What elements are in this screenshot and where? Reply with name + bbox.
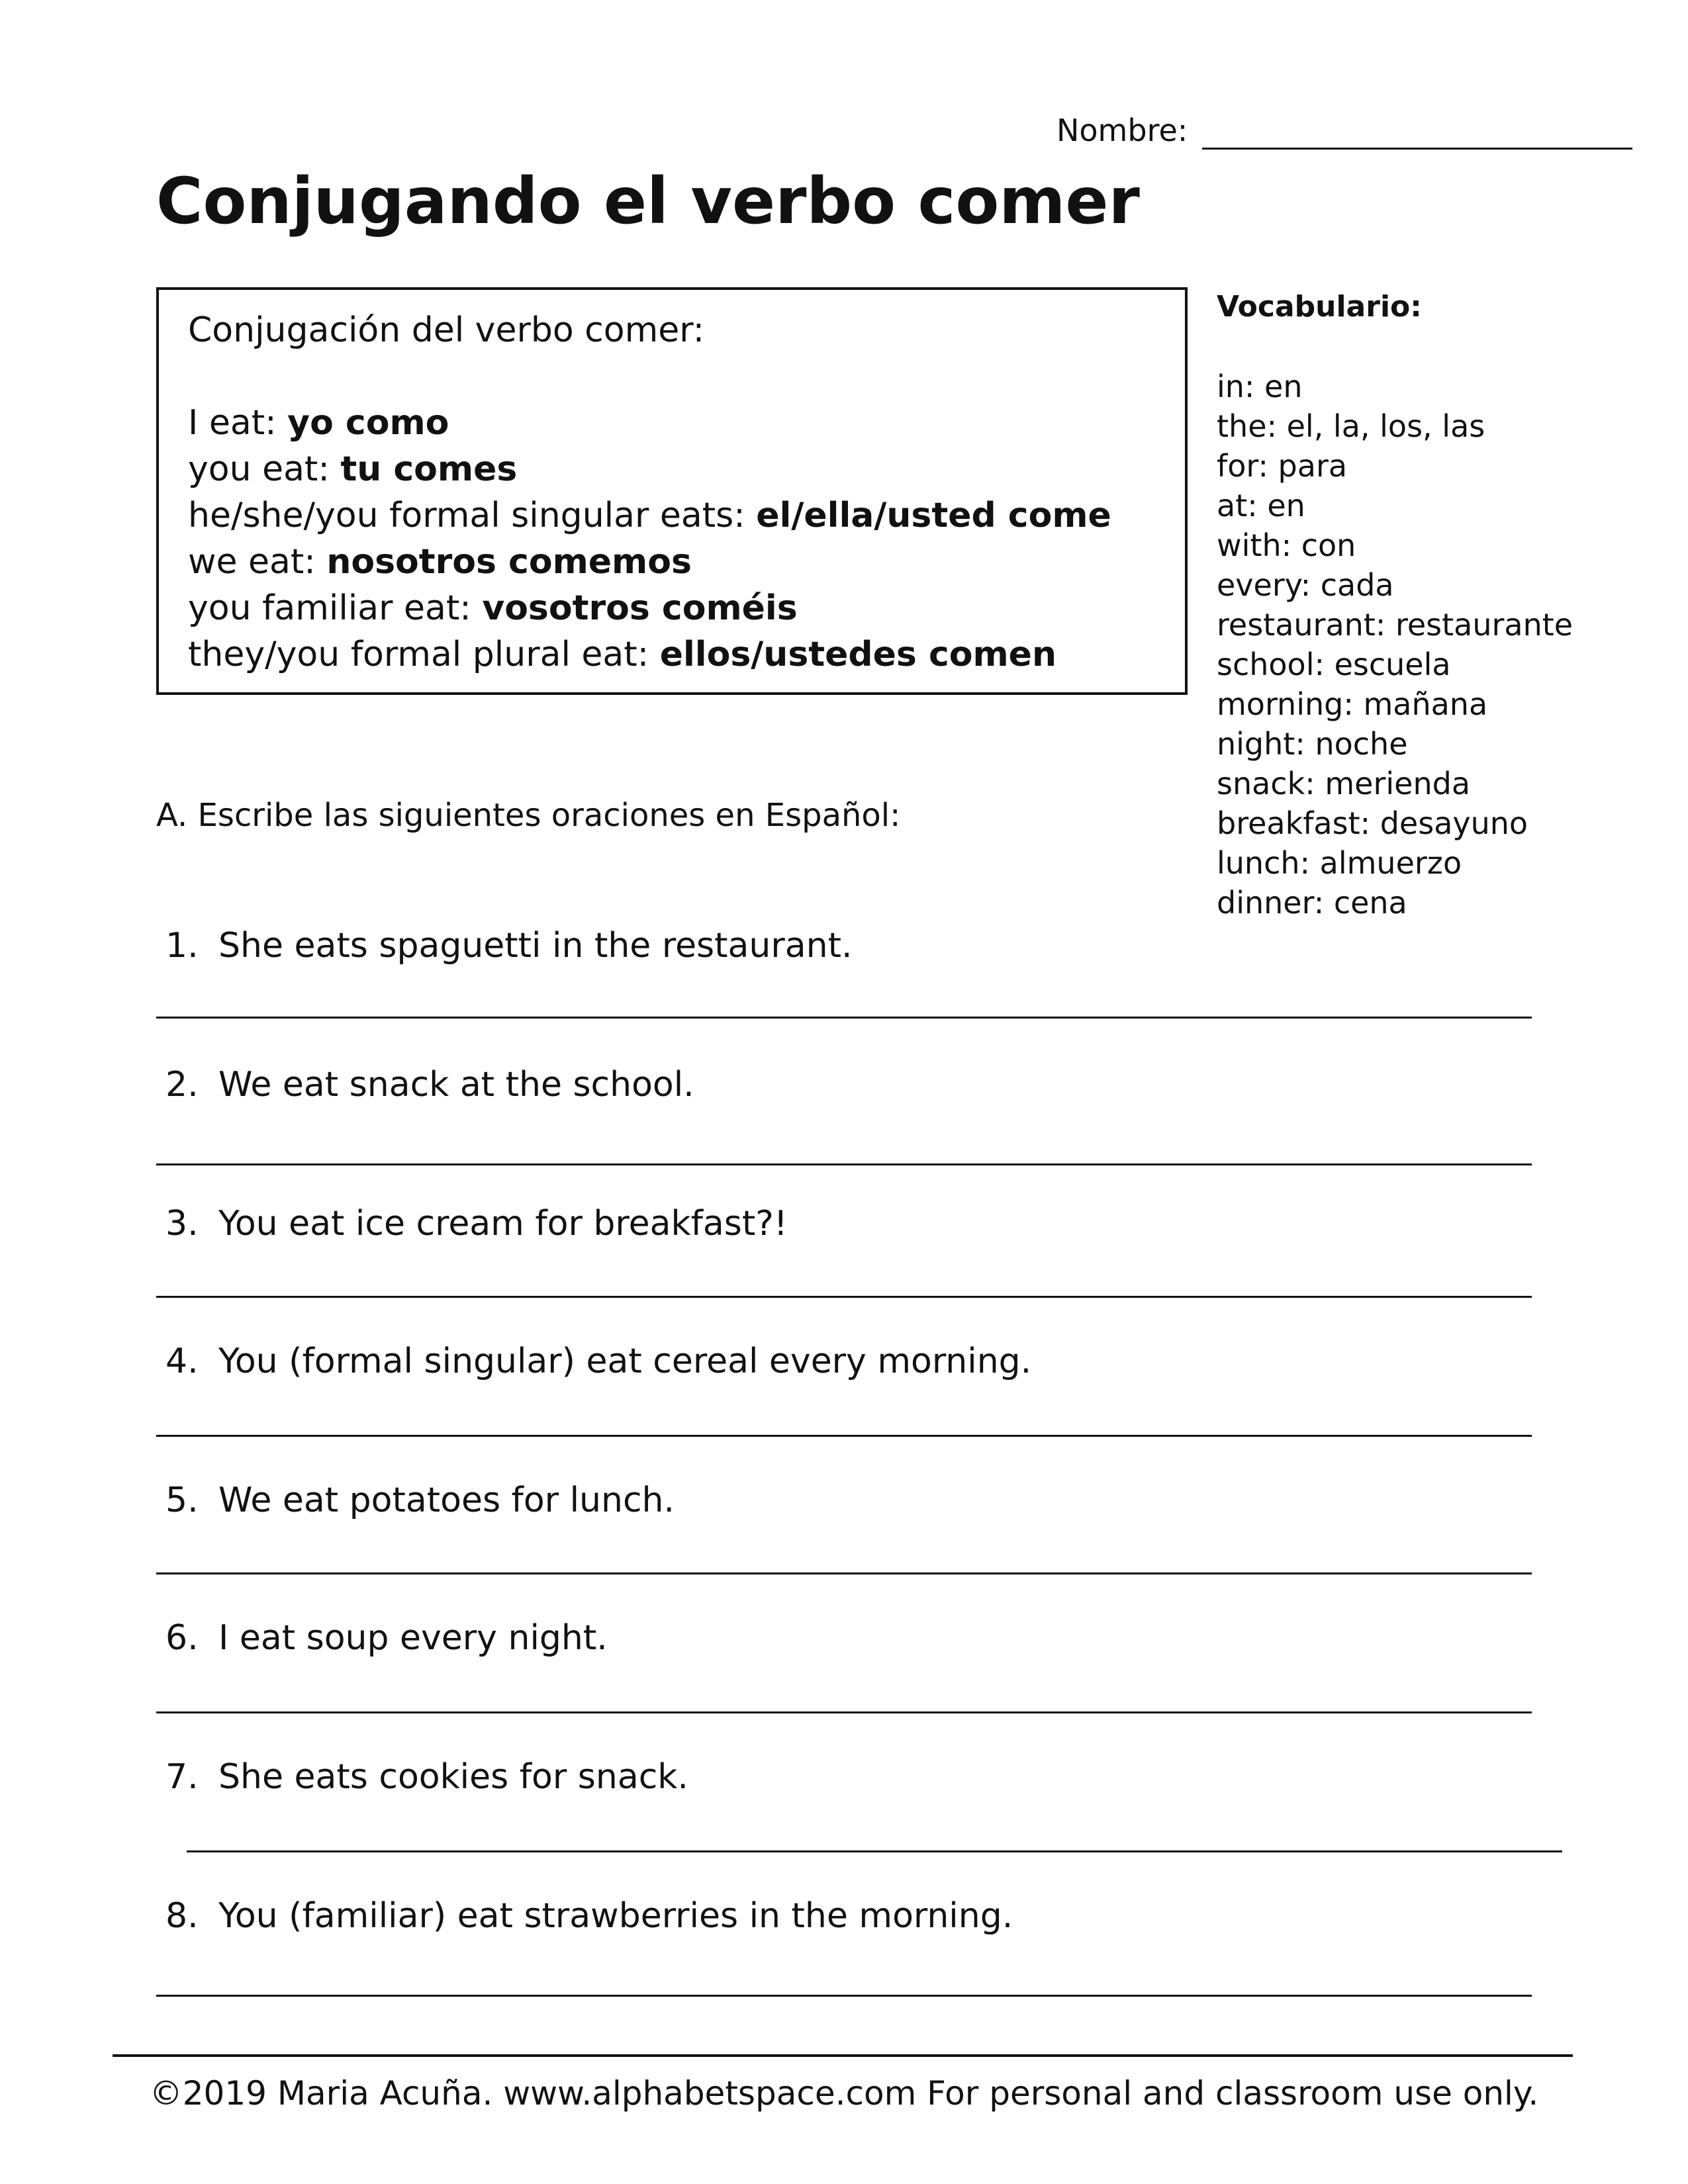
vocabulary-item: at: en (1217, 488, 1305, 523)
vocabulary-item: morning: mañana (1217, 686, 1488, 722)
conjugation-english: you familiar eat: (188, 588, 483, 628)
conjugation-spanish: yo como (287, 403, 449, 443)
vocabulary-item: with: con (1217, 527, 1356, 563)
name-field (1056, 105, 1632, 146)
conjugation-english: you eat: (188, 449, 341, 489)
conjugation-row-vosotros (188, 585, 1158, 631)
exercise-number: 5. (165, 1480, 199, 1520)
vocabulary-item: night: noche (1217, 726, 1408, 762)
conjugation-heading: Conjugación del verbo comer: (188, 310, 705, 350)
exercise-text: You (formal singular) eat cereal every morning. (218, 1342, 1032, 1381)
name-label: Nombre: (1056, 113, 1188, 148)
exercise-item-6 (165, 1615, 608, 1661)
footer-divider (113, 2054, 1573, 2057)
conjugation-spanish: vosotros coméis (482, 588, 798, 628)
exercise-text: We eat potatoes for lunch. (218, 1480, 675, 1520)
conjugation-english: they/you formal plural eat: (188, 635, 660, 674)
exercise-item-2 (165, 1062, 694, 1108)
exercise-text: We eat snack at the school. (218, 1065, 694, 1105)
exercise-number: 3. (165, 1204, 199, 1244)
footer-copyright: ©2019 Maria Acuña. www.alphabetspace.com For personal and classroom use only. (149, 2074, 1539, 2113)
conjugation-spanish: el/ella/usted come (756, 496, 1111, 535)
answer-line-5[interactable] (156, 1572, 1532, 1574)
exercise-number: 4. (165, 1342, 199, 1381)
exercise-text: You (familiar) eat strawberries in the morning. (218, 1896, 1013, 1936)
exercise-item-8 (165, 1893, 1013, 1939)
exercise-item-1 (165, 923, 852, 969)
exercise-number: 8. (165, 1896, 199, 1936)
exercise-item-4 (165, 1338, 1031, 1385)
vocabulary-item: school: escuela (1217, 647, 1451, 682)
exercise-item-5 (165, 1477, 675, 1524)
exercise-text: She eats spaguetti in the restaurant. (218, 926, 853, 966)
vocabulary-list (1217, 287, 1673, 923)
answer-line-6[interactable] (156, 1711, 1532, 1713)
conjugation-spanish: ellos/ustedes comen (659, 635, 1056, 674)
conjugation-box (156, 287, 1188, 695)
vocabulary-title: Vocabulario: (1217, 290, 1422, 324)
conjugation-row-nosotros (188, 539, 1158, 585)
exercise-item-3 (165, 1201, 788, 1247)
section-a-instruction: A. Escribe las siguientes oraciones en Español: (156, 797, 901, 834)
answer-line-1[interactable] (156, 1017, 1532, 1019)
answer-line-3[interactable] (156, 1296, 1532, 1298)
answer-line-2[interactable] (156, 1163, 1532, 1165)
vocabulary-item: in: en (1217, 369, 1303, 404)
vocabulary-item: the: el, la, los, las (1217, 408, 1485, 444)
exercise-number: 1. (165, 926, 199, 966)
exercise-text: You eat ice cream for breakfast?! (218, 1204, 788, 1244)
exercise-text: She eats cookies for snack. (218, 1757, 688, 1797)
answer-line-4[interactable] (156, 1435, 1532, 1437)
conjugation-english: I eat: (188, 403, 288, 443)
vocabulary-item: every: cada (1217, 567, 1394, 603)
vocabulary-item: for: para (1217, 448, 1348, 484)
exercise-number: 6. (165, 1618, 199, 1658)
exercise-item-7 (165, 1754, 688, 1800)
conjugation-spanish: nosotros comemos (326, 542, 692, 582)
exercise-number: 7. (165, 1757, 199, 1797)
vocabulary-item: breakfast: desayuno (1217, 805, 1528, 841)
conjugation-english: we eat: (188, 542, 327, 582)
name-answer-line[interactable] (1202, 148, 1632, 150)
conjugation-english: he/she/you formal singular eats: (188, 496, 757, 535)
conjugation-row-yo (188, 400, 1158, 446)
vocabulary-item: lunch: almuerzo (1217, 845, 1462, 881)
conjugation-row-el (188, 492, 1158, 539)
answer-line-8[interactable] (156, 1995, 1532, 1997)
exercise-number: 2. (165, 1065, 199, 1105)
exercise-text: I eat soup every night. (218, 1618, 608, 1658)
vocabulary-item: restaurant: restaurante (1217, 607, 1573, 643)
conjugation-row-ellos (188, 631, 1158, 678)
answer-line-7[interactable] (187, 1850, 1562, 1852)
vocabulary-item: snack: merienda (1217, 766, 1471, 801)
conjugation-spanish: tu comes (340, 449, 518, 489)
conjugation-row-tu (188, 446, 1158, 492)
vocabulary-item: dinner: cena (1217, 885, 1407, 921)
page-title: Conjugando el verbo comer (156, 164, 1140, 238)
